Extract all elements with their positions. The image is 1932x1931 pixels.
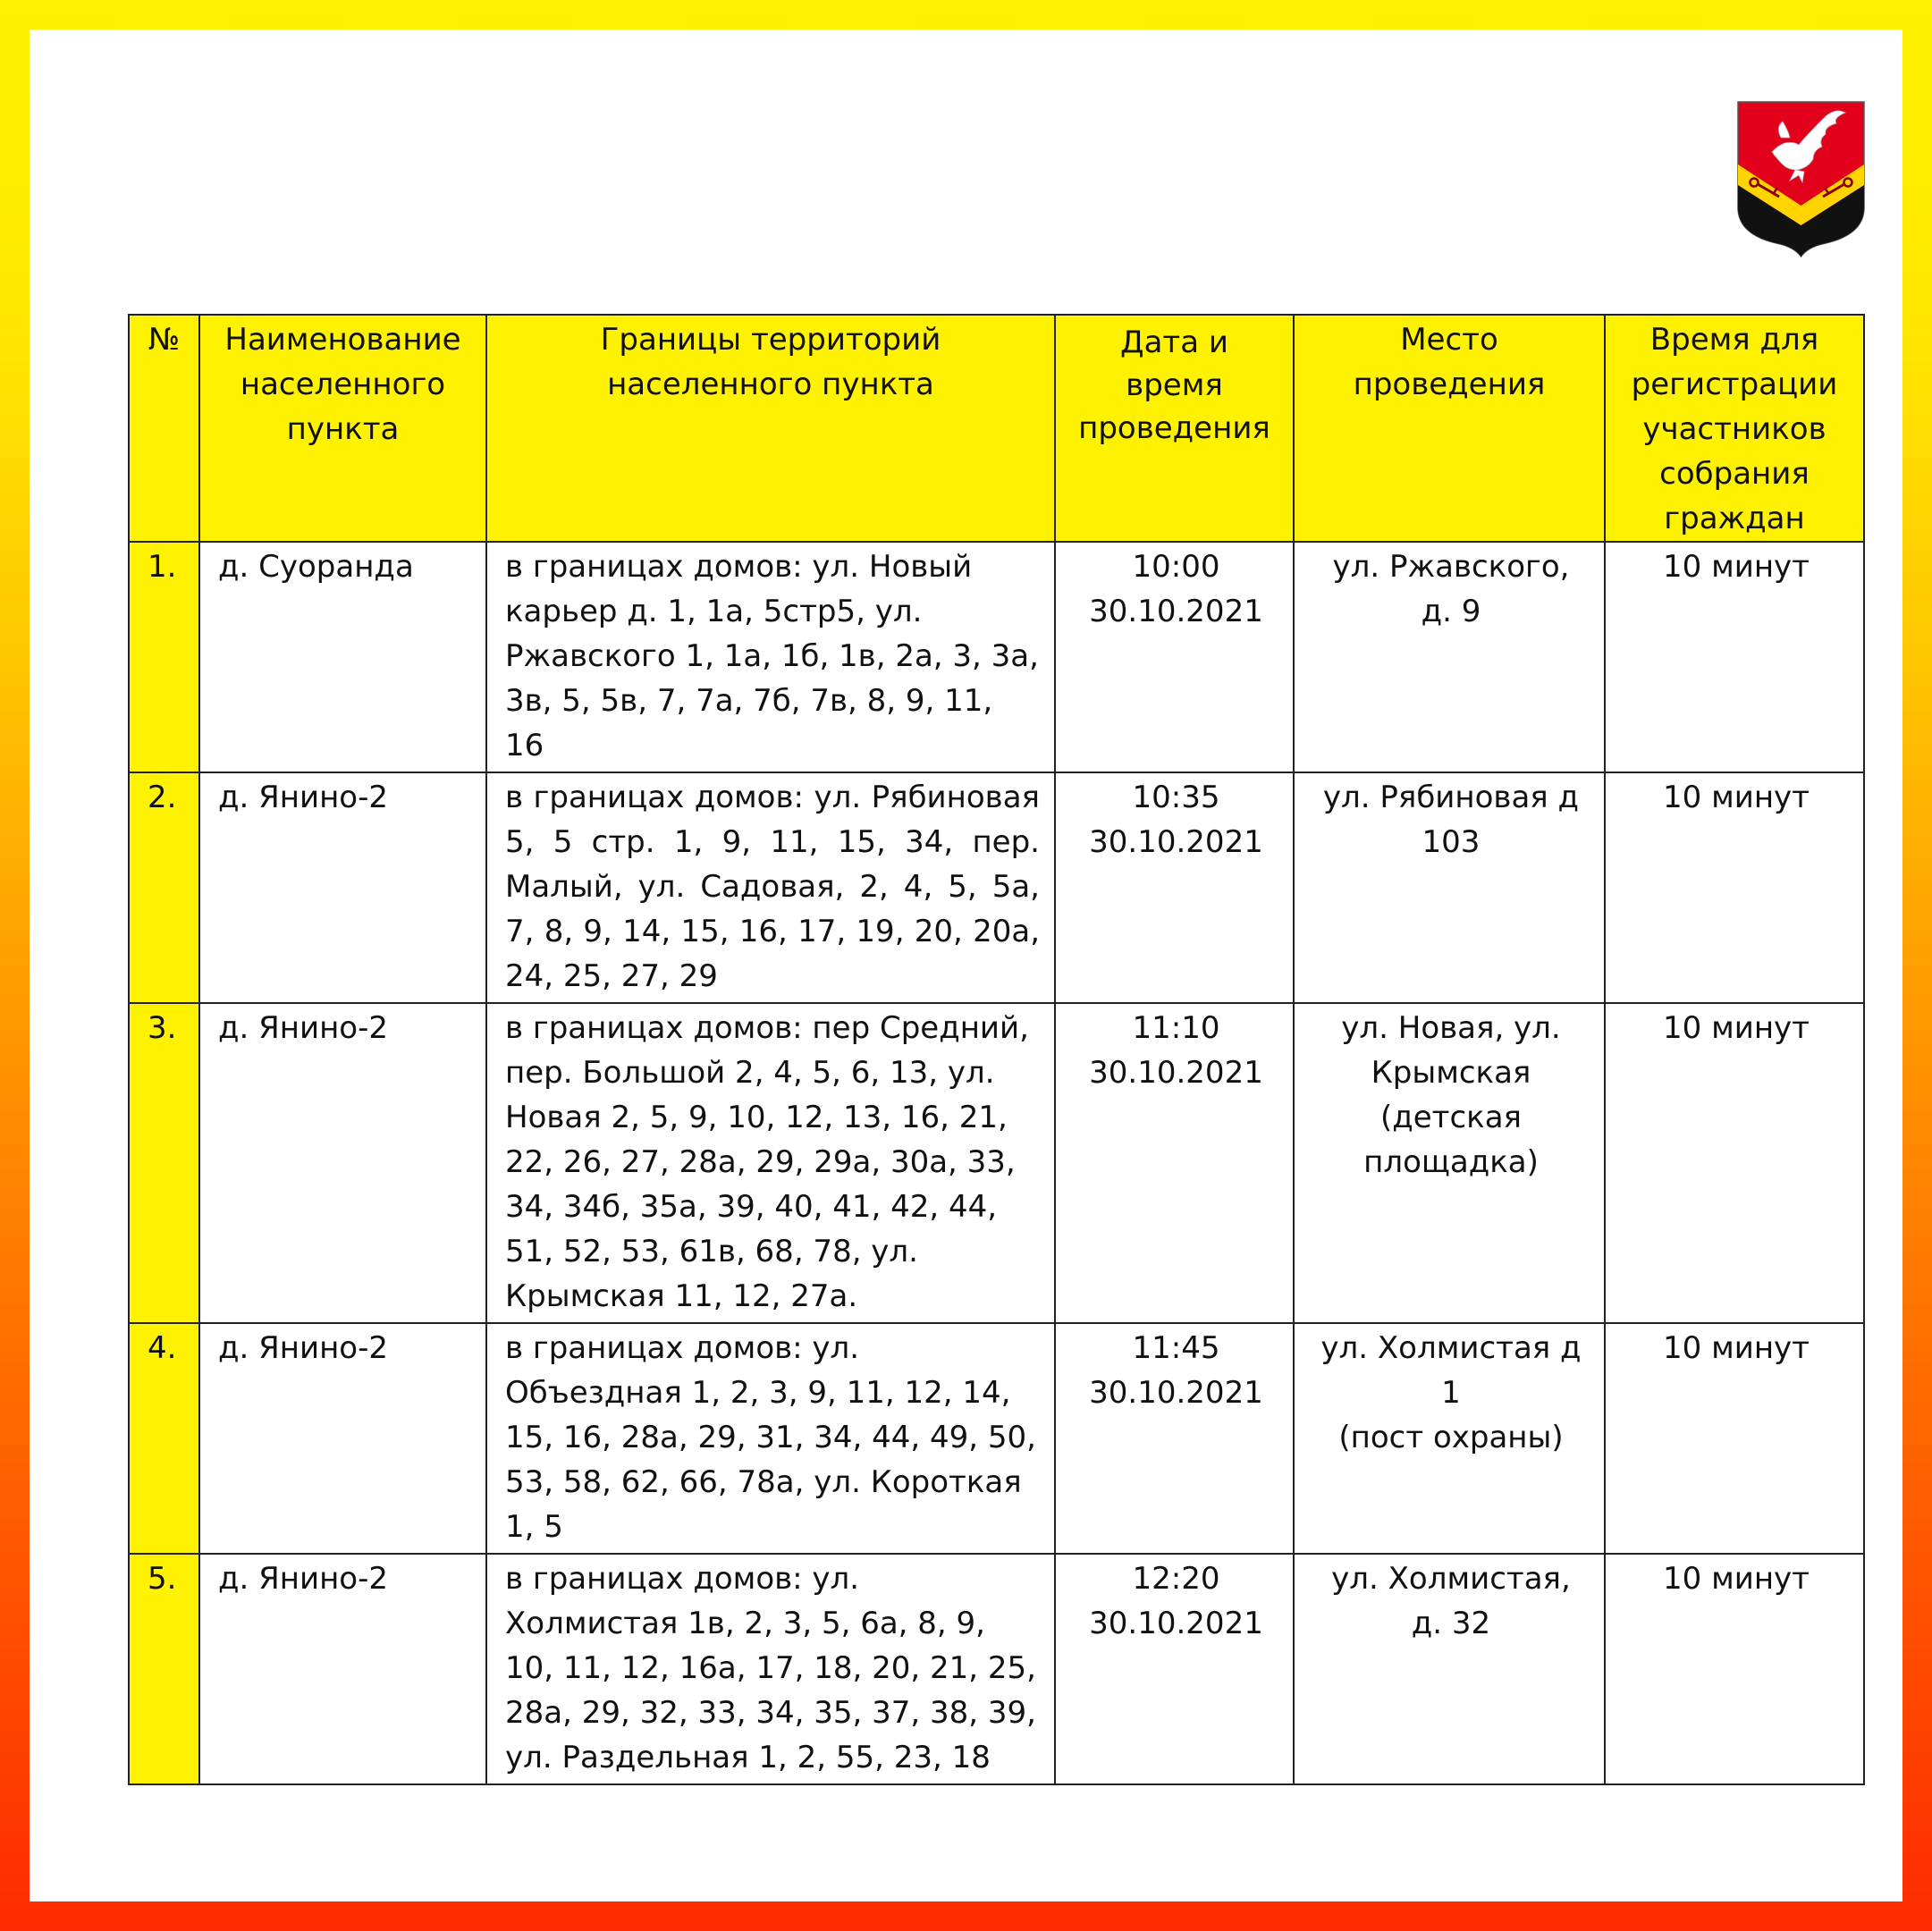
row-place-text: ул. Холмистая д 1 [1320,1330,1582,1411]
header-place: Место проведения [1294,315,1605,542]
row-place [1294,772,1605,1003]
row-num: 4. [129,1323,199,1554]
row-place-text: ул. Ржавского, д. 9 [1332,549,1570,629]
row-time: 11:45 [1132,1330,1220,1366]
table-header-row [129,315,1864,542]
row-datetime [1055,772,1294,1003]
row-reg-time: 10 минут [1605,772,1864,1003]
row-datetime [1055,542,1294,772]
row-place-text: ул. Новая, ул. Крымская (детская площадка) [1341,1010,1561,1180]
row-num: 1. [129,542,199,772]
row-datetime [1055,1554,1294,1784]
row-borders: в границах домов: ул. Объездная 1, 2, 3, 9, 11, 12, 14, 15, 16, 28а, 29, 31, 34, 44, 49, 50, 53, 58, 62, 66, 78а, ул. Короткая 1, 5 [486,1323,1055,1554]
row-place [1294,1003,1605,1323]
row-num: 5. [129,1554,199,1784]
meetings-table [128,314,1865,1785]
row-reg-time: 10 минут [1605,1323,1864,1554]
header-datetime: Дата и время проведения [1055,315,1294,542]
row-name: д. Янино-2 [199,1003,486,1323]
header-reg-time: Время для регистрации участников собрания граждан [1605,315,1864,542]
table-row [129,1554,1864,1784]
header-name: Наименование населенного пункта [199,315,486,542]
row-place-note: (пост охраны) [1338,1420,1564,1455]
row-name: д. Янино-2 [199,1323,486,1554]
row-date: 30.10.2021 [1089,824,1263,860]
table-row [129,542,1864,772]
row-reg-time: 10 минут [1605,1554,1864,1784]
row-reg-time: 10 минут [1605,1003,1864,1323]
row-time: 10:00 [1132,549,1220,585]
header-num: № [129,315,199,542]
row-borders: в границах домов: ул. Рябиновая 5, 5 стр. 1, 9, 11, 15, 34, пер. Малый, ул. Садовая, 2, 4, 5, 5а, 7, 8, 9, 14, 15, 16, 17, 19, 20, 20а, 24, 25, 27, 29 [486,772,1055,1003]
row-name: д. Янино-2 [199,772,486,1003]
row-borders: в границах домов: ул. Холмистая 1в, 2, 3, 5, 6а, 8, 9, 10, 11, 12, 16а, 17, 18, 20, 21, 25, 28а, 29, 32, 33, 34, 35, 37, 38, 39, ул. Раздельная 1, 2, 55, 23, 18 [486,1554,1055,1784]
row-place-text: ул. Холмистая, д. 32 [1331,1561,1571,1641]
row-time: 10:35 [1132,780,1220,815]
document-sheet [30,30,1902,1901]
row-num: 3. [129,1003,199,1323]
row-time: 12:20 [1132,1561,1220,1597]
row-borders: в границах домов: пер Средний, пер. Большой 2, 4, 5, 6, 13, ул. Новая 2, 5, 9, 10, 12, 13, 16, 21, 22, 26, 27, 28а, 29, 29а, 30а, 33, 34, 34б, 35а, 39, 40, 41, 42, 44, 51, 52, 53, 61в, 68, 78, ул. Крымская 11, 12, 27а. [486,1003,1055,1323]
row-place [1294,1554,1605,1784]
table-row [129,1323,1864,1554]
row-place [1294,1323,1605,1554]
row-datetime [1055,1003,1294,1323]
row-place [1294,542,1605,772]
row-date: 30.10.2021 [1089,594,1263,629]
row-time: 11:10 [1132,1010,1220,1046]
row-name: д. Янино-2 [199,1554,486,1784]
row-reg-time: 10 минут [1605,542,1864,772]
coat-of-arms-icon [1736,100,1866,257]
row-datetime [1055,1323,1294,1554]
header-borders: Границы территорий населенного пункта [486,315,1055,542]
table-row [129,1003,1864,1323]
row-date: 30.10.2021 [1089,1375,1263,1411]
row-name: д. Суоранда [199,542,486,772]
row-borders: в границах домов: ул. Новый карьер д. 1, 1а, 5стр5, ул. Ржавского 1, 1а, 1б, 1в, 2а, 3, 3а, 3в, 5, 5в, 7, 7а, 7б, 7в, 8, 9, 11, 16 [486,542,1055,772]
row-date: 30.10.2021 [1089,1606,1263,1641]
row-date: 30.10.2021 [1089,1055,1263,1091]
row-place-text: ул. Рябиновая д 103 [1322,780,1580,860]
row-num: 2. [129,772,199,1003]
table-row [129,772,1864,1003]
